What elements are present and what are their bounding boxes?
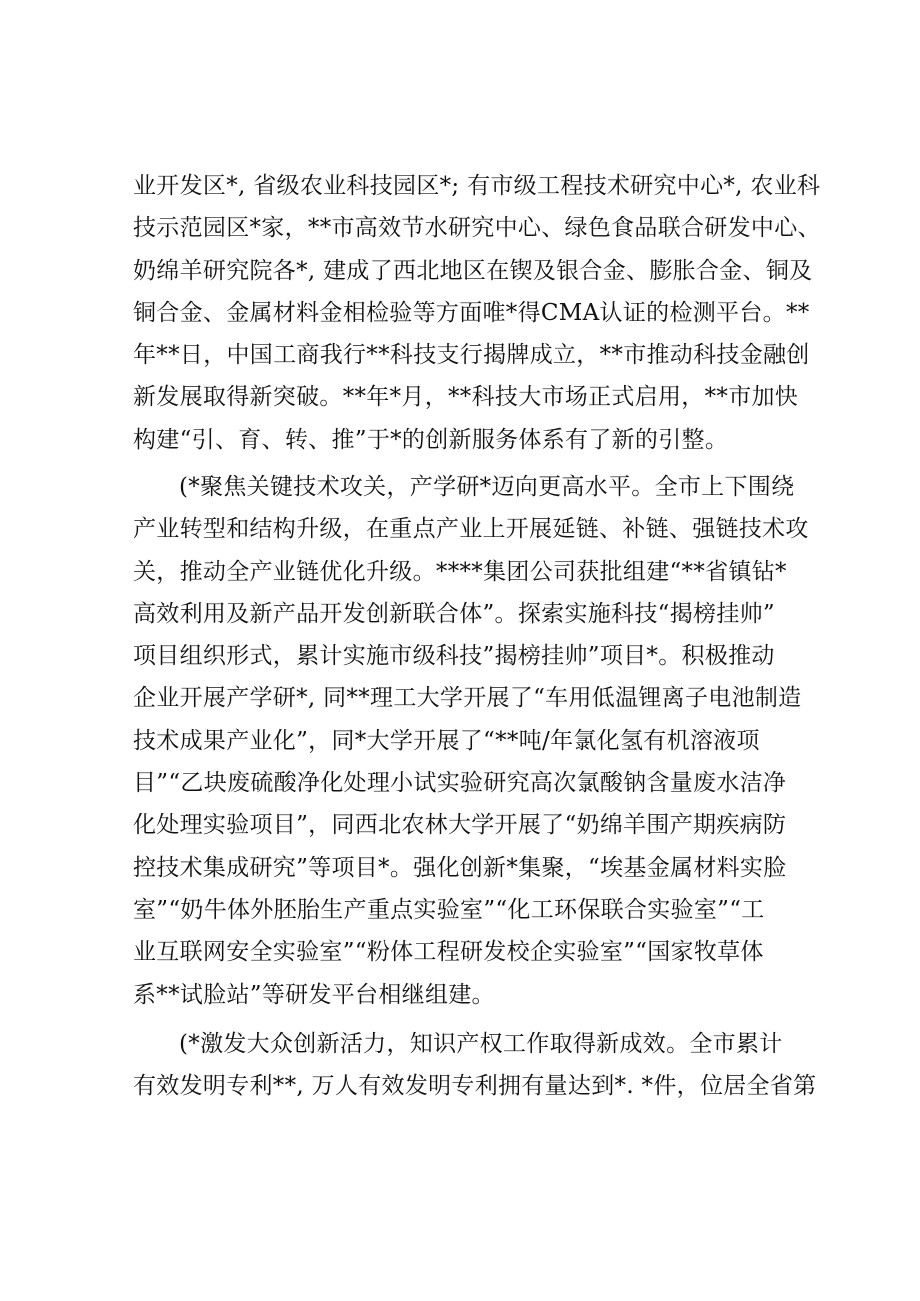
text-line: 室”“奶牛体外胚胎生产重点实验室”“化工环保联合实验室”“工 xyxy=(133,896,765,923)
text-line: 铜合金、金属材料金相检验等方面唯*得CMA认证的检测平台。** xyxy=(133,299,810,326)
text-line: 控技术集成研究”等项目*。强化创新*集聚，“埃基金属材料实脸 xyxy=(133,854,787,881)
text-line: 项目组织形式，累计实施市级科技”揭榜挂帅”项目*。积极推动 xyxy=(133,643,775,670)
text-line: 构建“引、育、转、推”于*的创新服务体系有了新的引整。 xyxy=(133,426,729,453)
text-line: 年**日，中国工商我行**科技支行揭牌成立，**市推动科技金融创 xyxy=(133,342,810,369)
text-line: 技示范园区*家，**市高效节水研究中心、绿色食品联合研发中心、 xyxy=(133,215,821,242)
text-line: 业开发区*, 省级农业科技园区*; 有市级工程技术研究中心*, 农业科 xyxy=(133,173,821,199)
text-line: 系**试脸站”等研发平台相继组建。 xyxy=(133,981,495,1008)
text-line: 关，推动全产业链优化升级。****集团公司获批组建“**省镇钻* xyxy=(133,558,787,585)
text-line: 有效发明专利**, 万人有效发明专利拥有量达到*. *件，位居全省第 xyxy=(133,1073,817,1100)
text-line: 化处理实验项目”，同西北农林大学开展了“奶绵羊围产期疾病防 xyxy=(133,812,787,839)
text-line: 产业转型和结构升级，在重点产业上开展延链、补链、强链技术攻 xyxy=(133,516,809,543)
text-line: 新发展取得新突破。**年*月，**科技大市场正式启用，**市加快 xyxy=(133,384,799,411)
text-line: 高效利用及新产品开发创新联合体”。探索实施科技“揭榜挂帅” xyxy=(133,600,775,627)
text-line: 企业开展产学研*, 同**理工大学开展了“车用低温锂离子电池制造 xyxy=(133,685,802,712)
text-line: 业互联网安全实验室”“粉体工程研发校企实验室”“国家牧草体 xyxy=(133,939,764,966)
paragraph-1 xyxy=(133,165,821,461)
text-line: 目”“乙块废硫酸净化处理小试实验研究高次氯酸钠含量废水洁净 xyxy=(133,770,787,797)
paragraph-2 xyxy=(133,466,813,1016)
text-line: (*聚焦关键技术攻关，产学研*迈向更高水平。全市上下围绕 xyxy=(179,474,795,500)
text-line: 奶绵羊研究院各*, 建成了西北地区在锲及银合金、膨胀合金、铜及 xyxy=(133,257,813,284)
text-line: (*激发大众创新活力，知识产权工作取得新成效。全市累计 xyxy=(179,1031,783,1057)
text-line: 技术成果产业化”，同*大学开展了“**吨/年氯化氢有机溶液项 xyxy=(133,727,760,754)
paragraph-3 xyxy=(133,1023,817,1108)
